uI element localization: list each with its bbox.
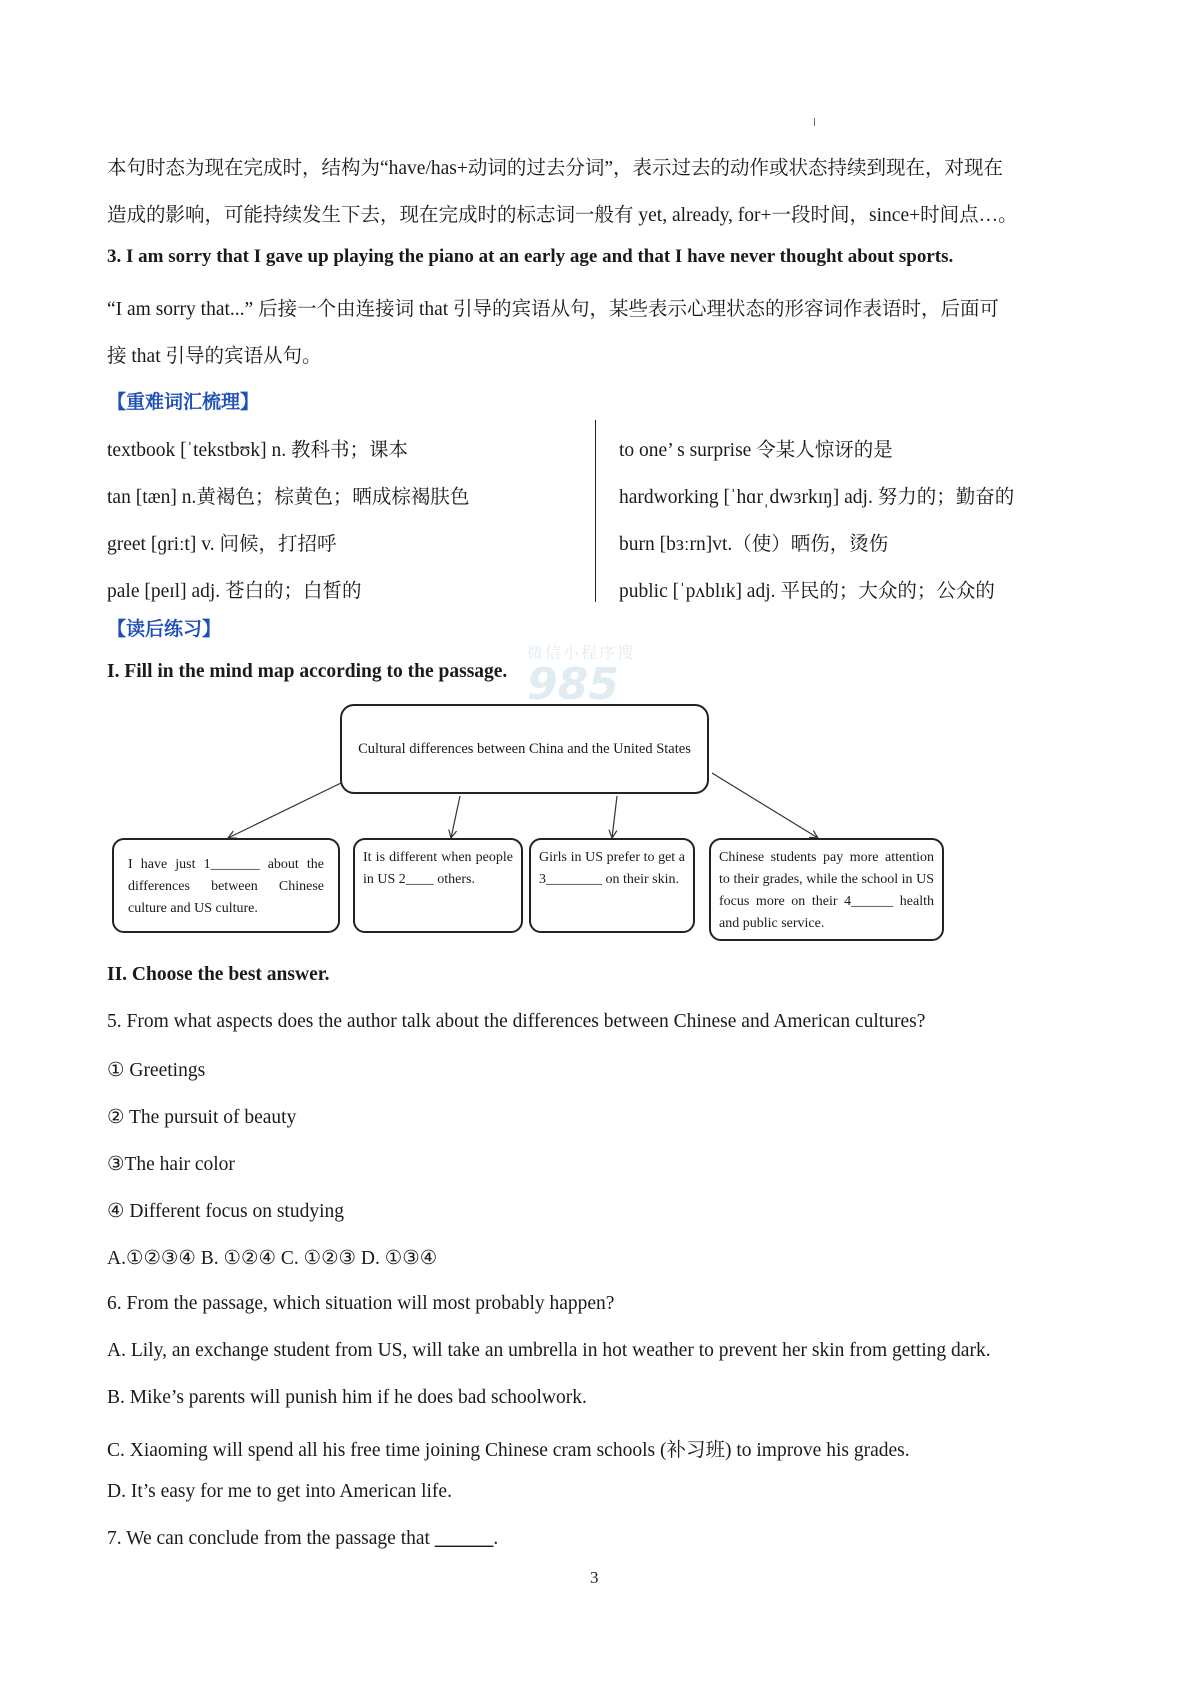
question-6-option: A. Lily, an exchange student from US, will take an umbrella in hot weather to prevent her skin from getting dark. <box>107 1340 991 1361</box>
sentence-3-title: 3. I am sorry that I gave up playing the piano at an early age and that I have never thought about sports. <box>107 246 954 267</box>
question-5-item: ② The pursuit of beauty <box>107 1107 297 1128</box>
part-1-title: I. Fill in the mind map according to the passage. <box>107 661 508 682</box>
arrow-to-box-2 <box>451 796 460 838</box>
question-6-option: C. Xiaoming will spend all his free time joining Chinese cram schools (补习班) to improve his grades. <box>107 1440 910 1461</box>
vocab-right-item: to one’ s surprise 令某人惊讶的是 <box>619 440 893 461</box>
question-5-stem: 5. From what aspects does the author talk about the differences between Chinese and American cultures? <box>107 1011 926 1032</box>
question-5-options: A.①②③④ B. ①②④ C. ①②③ D. ①③④ <box>107 1248 438 1269</box>
vocab-left-item: pale [peɪl] adj. 苍白的；白皙的 <box>107 581 362 602</box>
mind-map-box-2 <box>353 838 523 933</box>
page-number: 3 <box>590 1568 599 1587</box>
mind-map-box-3 <box>529 838 695 933</box>
mind-map-box-4-text: Chinese students pay more attention to their grades, while the school in US focus more on their 4______ health and public service. <box>719 850 934 931</box>
explanation-line-2: 造成的影响，可能持续发生下去，现在完成时的标志词一般有 yet, already, for+一段时间，since+时间点…。 <box>107 205 1018 226</box>
vocab-right-item: public [ˈpʌblɪk] adj. 平民的；大众的；公众的 <box>619 581 995 602</box>
sentence-3-line-2: 接 that 引导的宾语从句。 <box>107 346 322 367</box>
mind-map-center-text: Cultural differences between China and the United States <box>358 740 691 757</box>
explanation-line-1: 本句时态为现在完成时，结构为“have/has+动词的过去分词”，表示过去的动作或状态持续到现在，对现在 <box>107 158 1004 179</box>
mind-map-box-4 <box>709 838 944 941</box>
arrow-to-box-1 <box>228 783 341 838</box>
arrow-to-box-3 <box>612 796 617 838</box>
vocab-heading: 【重难词汇梳理】 <box>107 391 260 413</box>
mind-map-box-1 <box>112 838 340 933</box>
vocab-left-item: textbook [ˈtekstbʊk] n. 教科书；课本 <box>107 440 409 461</box>
question-7-stem: 7. We can conclude from the passage that <box>107 1528 435 1549</box>
vocab-left-item: tan [tæn] n.黄褐色；棕黄色；晒成棕褐肤色 <box>107 487 470 508</box>
question-5-item: ④ Different focus on studying <box>107 1201 344 1222</box>
vocab-right-item: burn [bɜːrn]vt.（使）晒伤，烫伤 <box>619 534 889 555</box>
question-5-item: ③The hair color <box>107 1154 235 1175</box>
mind-map-box-3-text: Girls in US prefer to get a 3________ on their skin. <box>539 850 685 887</box>
question-7-blank: ______ <box>434 1528 494 1549</box>
question-7 <box>107 1528 498 1550</box>
mind-map-center <box>340 704 709 794</box>
question-6-option: B. Mike’s parents will punish him if he does bad schoolwork. <box>107 1387 587 1408</box>
practice-heading: 【读后练习】 <box>107 618 222 640</box>
question-6-stem: 6. From the passage, which situation will most probably happen? <box>107 1293 615 1314</box>
mind-map-box-1-text: I have just 1_______ about the differences between Chinese culture and US culture. <box>128 857 324 916</box>
question-6-option: D. It’s easy for me to get into American life. <box>107 1481 452 1502</box>
watermark-number: 985 <box>527 659 619 710</box>
watermark-text: 微信小程序搜 <box>527 643 636 662</box>
part-2-title: II. Choose the best answer. <box>107 964 330 985</box>
sentence-3-line-1: “I am sorry that...” 后接一个由连接词 that 引导的宾语从句，某些表示心理状态的形容词作表语时，后面可 <box>107 299 1000 320</box>
arrow-to-box-4 <box>712 773 818 838</box>
vocab-right-item: hardworking [ˈhɑrˌdwɜrkɪŋ] adj. 努力的；勤奋的 <box>619 487 1015 508</box>
question-7-end: . <box>493 1528 499 1549</box>
vocab-left-item: greet [ɡriːt] v. 问候，打招呼 <box>107 534 337 555</box>
mind-map-box-2-text: It is different when people in US 2____ others. <box>363 850 513 887</box>
question-5-item: ① Greetings <box>107 1060 206 1081</box>
